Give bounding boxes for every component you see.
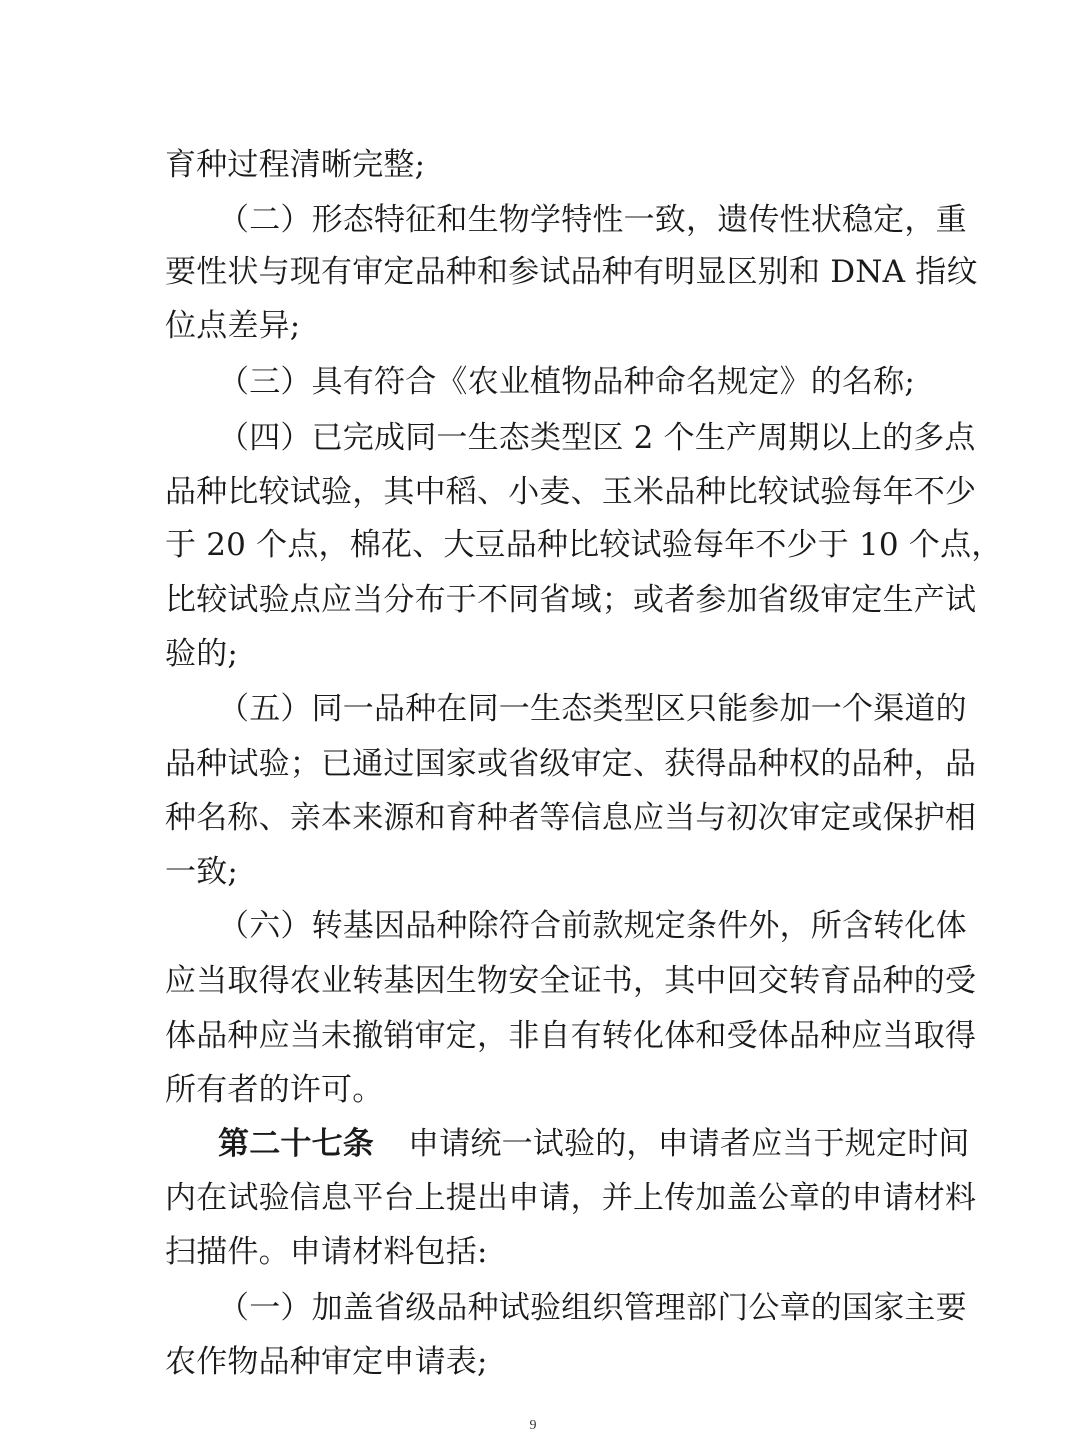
- text-line: 体品种应当未撤销审定，非自有转化体和受体品种应当取得: [165, 1018, 977, 1054]
- text-line: 比较试验点应当分布于不同省域；或者参加省级审定生产试: [165, 582, 977, 618]
- article-heading: 第二十七条: [218, 1126, 374, 1162]
- text-line: （四）已完成同一生态类型区 2 个生产周期以上的多点: [218, 420, 976, 456]
- text-line: 验的;: [165, 636, 239, 672]
- text-line: 要性状与现有审定品种和参试品种有明显区别和 DNA 指纹: [165, 254, 978, 290]
- text-line: 一致;: [165, 854, 239, 890]
- text-line: 所有者的许可。: [165, 1072, 384, 1108]
- text-line: 于 20 个点，棉花、大豆品种比较试验每年不少于 10 个点，: [165, 527, 1003, 563]
- text-line: （五）同一品种在同一生态类型区只能参加一个渠道的: [218, 691, 967, 727]
- text-line: （一）加盖省级品种试验组织管理部门公章的国家主要: [218, 1290, 967, 1326]
- page-number: 9: [529, 1418, 537, 1433]
- text-line: 品种试验；已通过国家或省级审定、获得品种权的品种，品: [165, 746, 977, 782]
- text-line: 应当取得农业转基因生物安全证书，其中回交转育品种的受: [165, 963, 977, 999]
- text-line: （三）具有符合《农业植物品种命名规定》的名称;: [218, 364, 916, 400]
- text-line: 品种比较试验，其中稻、小麦、玉米品种比较试验每年不少: [165, 474, 977, 510]
- text-line: 内在试验信息平台上提出申请，并上传加盖公章的申请材料: [165, 1180, 977, 1216]
- text-line: （二）形态特征和生物学特性一致，遗传性状稳定，重: [218, 202, 967, 238]
- text-line: 扫描件。申请材料包括:: [165, 1234, 488, 1270]
- article-text: 申请统一试验的，申请者应当于规定时间: [408, 1126, 970, 1162]
- text-line: 种名称、亲本来源和育种者等信息应当与初次审定或保护相: [165, 800, 977, 836]
- text-line: 育种过程清晰完整;: [165, 147, 426, 183]
- text-line: （六）转基因品种除符合前款规定条件外，所含转化体: [218, 908, 967, 944]
- text-line: 农作物品种审定申请表;: [165, 1344, 488, 1380]
- text-line: 位点差异;: [165, 308, 301, 344]
- article-line: [218, 1124, 1066, 1164]
